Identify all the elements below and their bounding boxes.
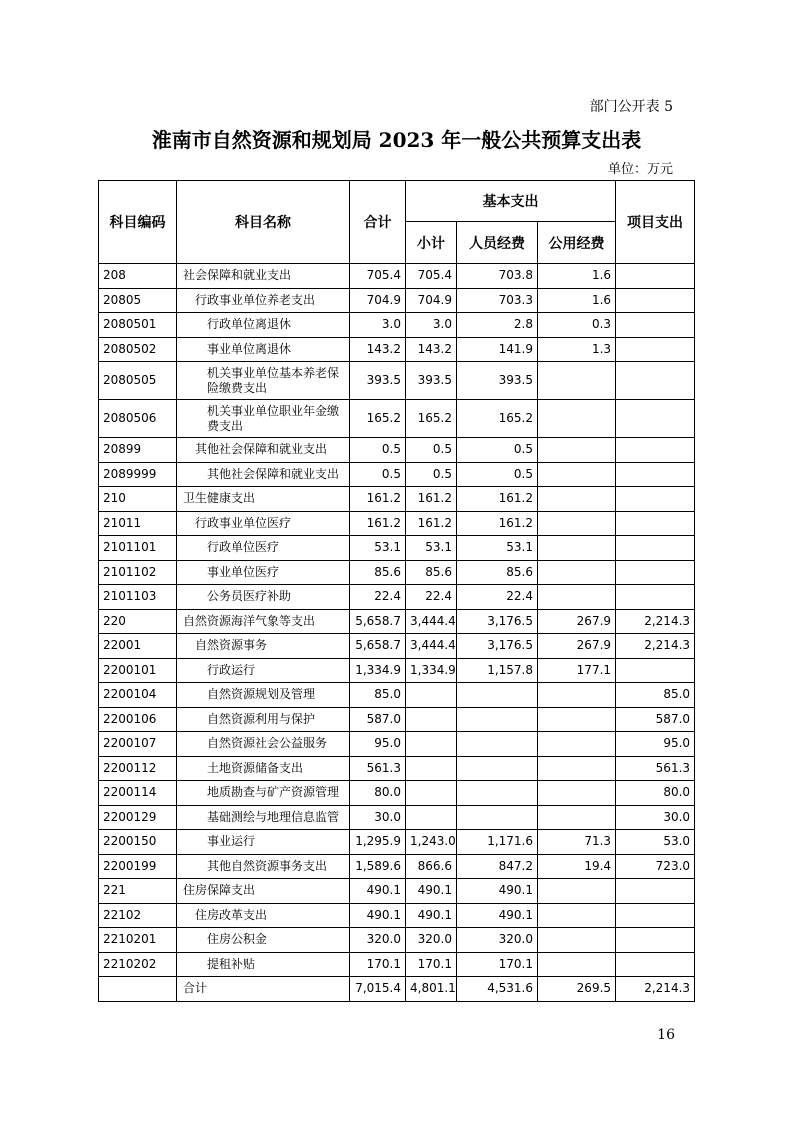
cell-personnel — [457, 805, 538, 830]
cell-total: 95.0 — [350, 732, 406, 757]
cell-subtotal: 705.4 — [406, 264, 457, 289]
cell-code: 2210202 — [99, 952, 177, 977]
cell-public — [538, 781, 616, 806]
page-title: 淮南市自然资源和规划局 2023 年一般公共预算支出表 — [151, 128, 642, 152]
cell-name: 社会保障和就业支出 — [177, 264, 350, 289]
cell-name: 基础测绘与地理信息监管 — [177, 805, 350, 830]
cell-project: 85.0 — [616, 683, 695, 708]
cell-subtotal: 53.1 — [406, 536, 457, 561]
header-name: 科目名称 — [177, 181, 350, 264]
cell-code: 2200104 — [99, 683, 177, 708]
cell-public — [538, 438, 616, 463]
cell-project — [616, 952, 695, 977]
cell-public — [538, 462, 616, 487]
cell-personnel: 170.1 — [457, 952, 538, 977]
cell-subtotal: 143.2 — [406, 337, 457, 362]
cell-personnel: 703.8 — [457, 264, 538, 289]
cell-subtotal: 0.5 — [406, 438, 457, 463]
cell-total: 561.3 — [350, 756, 406, 781]
cell-personnel: 490.1 — [457, 879, 538, 904]
cell-code: 2080501 — [99, 313, 177, 338]
table-row — [99, 781, 695, 806]
cell-public — [538, 536, 616, 561]
cell-project — [616, 313, 695, 338]
cell-name: 自然资源规划及管理 — [177, 683, 350, 708]
cell-subtotal: 393.5 — [406, 362, 457, 400]
cell-code: 2089999 — [99, 462, 177, 487]
cell-code: 21011 — [99, 511, 177, 536]
header-basic: 基本支出 — [406, 181, 616, 222]
budget-table — [98, 180, 695, 1002]
cell-total: 0.5 — [350, 462, 406, 487]
cell-code: 2200107 — [99, 732, 177, 757]
table-row — [99, 560, 695, 585]
header-subtotal: 小计 — [406, 222, 457, 264]
table-row — [99, 854, 695, 879]
cell-personnel: 165.2 — [457, 400, 538, 438]
table-row — [99, 928, 695, 953]
cell-name: 其他社会保障和就业支出 — [177, 462, 350, 487]
table-row — [99, 536, 695, 561]
cell-project — [616, 288, 695, 313]
cell-subtotal: 161.2 — [406, 511, 457, 536]
cell-total: 320.0 — [350, 928, 406, 953]
table-row — [99, 805, 695, 830]
cell-total: 161.2 — [350, 511, 406, 536]
table-row — [99, 879, 695, 904]
cell-code: 2080506 — [99, 400, 177, 438]
cell-subtotal: 22.4 — [406, 585, 457, 610]
cell-code: 2080502 — [99, 337, 177, 362]
table-row — [99, 585, 695, 610]
cell-personnel: 0.5 — [457, 462, 538, 487]
cell-total: 1,334.9 — [350, 658, 406, 683]
cell-project: 723.0 — [616, 854, 695, 879]
table-row — [99, 683, 695, 708]
table-row — [99, 732, 695, 757]
cell-project — [616, 362, 695, 400]
table-row — [99, 288, 695, 313]
cell-personnel: 1,171.6 — [457, 830, 538, 855]
cell-personnel: 393.5 — [457, 362, 538, 400]
cell-name: 土地资源储备支出 — [177, 756, 350, 781]
cell-total: 22.4 — [350, 585, 406, 610]
table-row — [99, 362, 695, 400]
cell-project: 587.0 — [616, 707, 695, 732]
header-code: 科目编码 — [99, 181, 177, 264]
cell-personnel — [457, 707, 538, 732]
cell-personnel — [457, 732, 538, 757]
header-project: 项目支出 — [616, 181, 695, 264]
cell-subtotal: 161.2 — [406, 487, 457, 512]
cell-public: 71.3 — [538, 830, 616, 855]
cell-total: 80.0 — [350, 781, 406, 806]
cell-total: 1,295.9 — [350, 830, 406, 855]
cell-project — [616, 462, 695, 487]
cell-total: 490.1 — [350, 879, 406, 904]
cell-public — [538, 903, 616, 928]
cell-code: 2101101 — [99, 536, 177, 561]
cell-public: 1.3 — [538, 337, 616, 362]
cell-total: 1,589.6 — [350, 854, 406, 879]
cell-public: 1.6 — [538, 264, 616, 289]
cell-project — [616, 511, 695, 536]
cell-subtotal: 85.6 — [406, 560, 457, 585]
cell-subtotal: 320.0 — [406, 928, 457, 953]
cell-code: 208 — [99, 264, 177, 289]
cell-public — [538, 707, 616, 732]
table-row — [99, 337, 695, 362]
cell-total: 5,658.7 — [350, 634, 406, 659]
cell-project — [616, 560, 695, 585]
cell-project — [616, 438, 695, 463]
cell-total: 587.0 — [350, 707, 406, 732]
page-number: 16 — [657, 1027, 675, 1043]
cell-public: 177.1 — [538, 658, 616, 683]
cell-total: 85.0 — [350, 683, 406, 708]
header-public: 公用经费 — [538, 222, 616, 264]
cell-subtotal: 4,801.1 — [406, 977, 457, 1002]
cell-personnel: 2.8 — [457, 313, 538, 338]
cell-subtotal: 1,243.0 — [406, 830, 457, 855]
cell-total: 5,658.7 — [350, 609, 406, 634]
table-row — [99, 400, 695, 438]
cell-public — [538, 511, 616, 536]
cell-name: 行政事业单位养老支出 — [177, 288, 350, 313]
cell-subtotal — [406, 756, 457, 781]
cell-name: 住房改革支出 — [177, 903, 350, 928]
cell-public: 267.9 — [538, 609, 616, 634]
cell-personnel: 320.0 — [457, 928, 538, 953]
cell-public — [538, 928, 616, 953]
cell-personnel: 141.9 — [457, 337, 538, 362]
cell-code: 22001 — [99, 634, 177, 659]
cell-personnel: 703.3 — [457, 288, 538, 313]
cell-personnel: 161.2 — [457, 511, 538, 536]
cell-public — [538, 362, 616, 400]
cell-personnel: 161.2 — [457, 487, 538, 512]
cell-personnel — [457, 781, 538, 806]
cell-total: 161.2 — [350, 487, 406, 512]
cell-total: 53.1 — [350, 536, 406, 561]
table-row — [99, 313, 695, 338]
cell-name: 住房保障支出 — [177, 879, 350, 904]
cell-project — [616, 658, 695, 683]
cell-total: 30.0 — [350, 805, 406, 830]
cell-public — [538, 756, 616, 781]
table-row — [99, 707, 695, 732]
cell-name: 行政运行 — [177, 658, 350, 683]
cell-personnel — [457, 683, 538, 708]
cell-project: 95.0 — [616, 732, 695, 757]
cell-personnel: 22.4 — [457, 585, 538, 610]
cell-public — [538, 683, 616, 708]
cell-personnel: 847.2 — [457, 854, 538, 879]
cell-total: 7,015.4 — [350, 977, 406, 1002]
cell-name: 其他社会保障和就业支出 — [177, 438, 350, 463]
cell-name: 事业运行 — [177, 830, 350, 855]
table-row — [99, 903, 695, 928]
table-row — [99, 511, 695, 536]
cell-name: 行政单位离退休 — [177, 313, 350, 338]
cell-name: 公务员医疗补助 — [177, 585, 350, 610]
cell-subtotal: 704.9 — [406, 288, 457, 313]
cell-code: 2080505 — [99, 362, 177, 400]
table-row — [99, 658, 695, 683]
cell-total: 85.6 — [350, 560, 406, 585]
cell-public: 267.9 — [538, 634, 616, 659]
table-row — [99, 609, 695, 634]
cell-public — [538, 400, 616, 438]
table-row — [99, 952, 695, 977]
cell-personnel: 85.6 — [457, 560, 538, 585]
cell-subtotal: 3,444.4 — [406, 634, 457, 659]
cell-total: 0.5 — [350, 438, 406, 463]
cell-code: 210 — [99, 487, 177, 512]
cell-total: 143.2 — [350, 337, 406, 362]
cell-project — [616, 487, 695, 512]
cell-name: 机关事业单位职业年金缴费支出 — [177, 400, 350, 438]
cell-public: 269.5 — [538, 977, 616, 1002]
cell-public — [538, 732, 616, 757]
cell-name: 合计 — [177, 977, 350, 1002]
cell-personnel: 3,176.5 — [457, 609, 538, 634]
cell-project — [616, 903, 695, 928]
cell-subtotal — [406, 683, 457, 708]
header-personnel: 人员经费 — [457, 222, 538, 264]
cell-name: 地质勘查与矿产资源管理 — [177, 781, 350, 806]
cell-subtotal — [406, 732, 457, 757]
cell-project — [616, 536, 695, 561]
cell-total: 170.1 — [350, 952, 406, 977]
cell-total: 393.5 — [350, 362, 406, 400]
cell-code: 2200129 — [99, 805, 177, 830]
cell-subtotal — [406, 707, 457, 732]
cell-code: 2200112 — [99, 756, 177, 781]
cell-public — [538, 879, 616, 904]
unit-label: 单位：万元 — [607, 162, 673, 177]
cell-code: 2101103 — [99, 585, 177, 610]
cell-project: 53.0 — [616, 830, 695, 855]
cell-public — [538, 487, 616, 512]
cell-personnel: 490.1 — [457, 903, 538, 928]
cell-subtotal: 490.1 — [406, 903, 457, 928]
cell-project — [616, 400, 695, 438]
cell-name: 自然资源事务 — [177, 634, 350, 659]
cell-project: 561.3 — [616, 756, 695, 781]
table-row — [99, 438, 695, 463]
cell-personnel — [457, 756, 538, 781]
cell-name: 事业单位医疗 — [177, 560, 350, 585]
table-row — [99, 462, 695, 487]
cell-project — [616, 879, 695, 904]
cell-subtotal: 490.1 — [406, 879, 457, 904]
cell-code — [99, 977, 177, 1002]
cell-total: 165.2 — [350, 400, 406, 438]
cell-public: 19.4 — [538, 854, 616, 879]
table-row — [99, 830, 695, 855]
cell-public — [538, 952, 616, 977]
cell-code: 20899 — [99, 438, 177, 463]
cell-project — [616, 585, 695, 610]
cell-total: 3.0 — [350, 313, 406, 338]
cell-public — [538, 805, 616, 830]
cell-personnel: 3,176.5 — [457, 634, 538, 659]
table-row — [99, 977, 695, 1002]
cell-subtotal — [406, 805, 457, 830]
cell-subtotal — [406, 781, 457, 806]
cell-personnel: 53.1 — [457, 536, 538, 561]
cell-public — [538, 585, 616, 610]
cell-code: 2210201 — [99, 928, 177, 953]
cell-total: 704.9 — [350, 288, 406, 313]
cell-total: 490.1 — [350, 903, 406, 928]
cell-code: 2200106 — [99, 707, 177, 732]
table-number-label: 部门公开表 5 — [589, 99, 673, 115]
cell-subtotal: 3,444.4 — [406, 609, 457, 634]
table-row — [99, 264, 695, 289]
cell-code: 2200150 — [99, 830, 177, 855]
cell-project: 30.0 — [616, 805, 695, 830]
table-row — [99, 487, 695, 512]
cell-project — [616, 928, 695, 953]
cell-subtotal: 0.5 — [406, 462, 457, 487]
cell-name: 事业单位离退休 — [177, 337, 350, 362]
cell-project: 80.0 — [616, 781, 695, 806]
cell-code: 2200114 — [99, 781, 177, 806]
cell-project: 2,214.3 — [616, 609, 695, 634]
cell-name: 其他自然资源事务支出 — [177, 854, 350, 879]
cell-subtotal: 170.1 — [406, 952, 457, 977]
cell-subtotal: 866.6 — [406, 854, 457, 879]
cell-name: 住房公积金 — [177, 928, 350, 953]
cell-code: 2200101 — [99, 658, 177, 683]
cell-subtotal: 165.2 — [406, 400, 457, 438]
cell-name: 行政单位医疗 — [177, 536, 350, 561]
cell-code: 221 — [99, 879, 177, 904]
cell-public: 0.3 — [538, 313, 616, 338]
cell-name: 自然资源海洋气象等支出 — [177, 609, 350, 634]
cell-code: 2200199 — [99, 854, 177, 879]
cell-name: 行政事业单位医疗 — [177, 511, 350, 536]
cell-personnel: 0.5 — [457, 438, 538, 463]
table-body — [99, 264, 695, 1002]
cell-name: 卫生健康支出 — [177, 487, 350, 512]
cell-personnel: 1,157.8 — [457, 658, 538, 683]
cell-name: 自然资源社会公益服务 — [177, 732, 350, 757]
cell-name: 提租补贴 — [177, 952, 350, 977]
cell-personnel: 4,531.6 — [457, 977, 538, 1002]
cell-public — [538, 560, 616, 585]
cell-project — [616, 264, 695, 289]
cell-subtotal: 3.0 — [406, 313, 457, 338]
cell-code: 220 — [99, 609, 177, 634]
table-row — [99, 634, 695, 659]
cell-project: 2,214.3 — [616, 977, 695, 1002]
cell-name: 自然资源利用与保护 — [177, 707, 350, 732]
table-row — [99, 756, 695, 781]
cell-subtotal: 1,334.9 — [406, 658, 457, 683]
cell-total: 705.4 — [350, 264, 406, 289]
header-total: 合计 — [350, 181, 406, 264]
cell-code: 2101102 — [99, 560, 177, 585]
cell-project — [616, 337, 695, 362]
cell-project: 2,214.3 — [616, 634, 695, 659]
cell-name: 机关事业单位基本养老保险缴费支出 — [177, 362, 350, 400]
cell-code: 22102 — [99, 903, 177, 928]
cell-code: 20805 — [99, 288, 177, 313]
cell-public: 1.6 — [538, 288, 616, 313]
